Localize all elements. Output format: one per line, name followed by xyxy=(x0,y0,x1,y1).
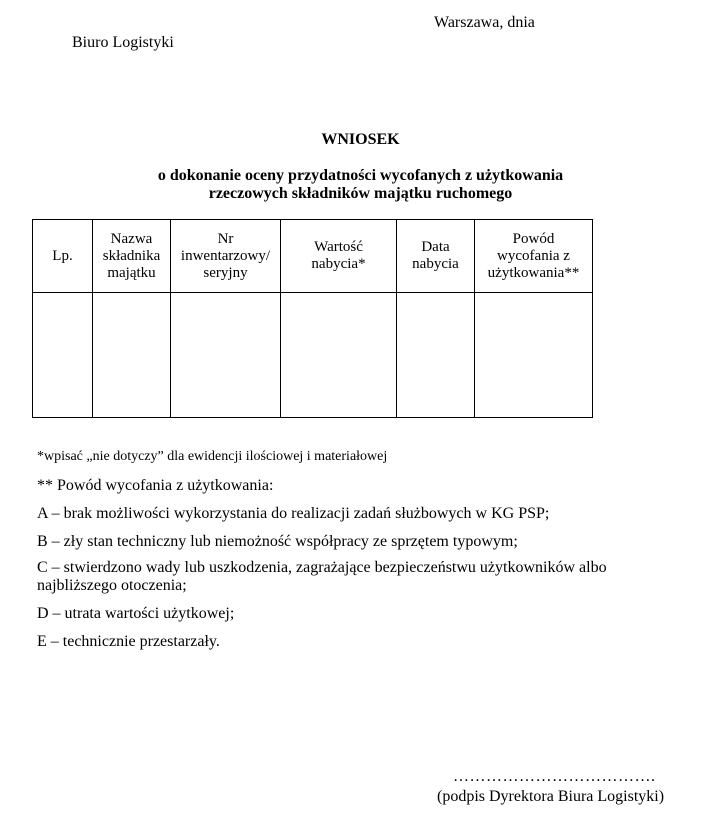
cell-withdrawal-reason[interactable] xyxy=(475,293,593,418)
signature-line: ………………………………. xyxy=(453,768,656,785)
office-name: Biuro Logistyki xyxy=(72,34,174,51)
reasons-header: ** Powód wycofania z użytkowania: xyxy=(37,477,274,494)
header-line: Powód xyxy=(512,230,555,247)
cell-purchase-value[interactable] xyxy=(281,293,397,418)
cell-purchase-date[interactable] xyxy=(397,293,475,418)
header-line: Wartość xyxy=(314,239,363,255)
place-date-field: Warszawa, dnia xyxy=(434,14,535,31)
table-header-row xyxy=(33,220,593,293)
header-line: Nr xyxy=(217,230,234,247)
reason-e: E – technicznie przestarzały. xyxy=(37,633,220,650)
cell-inventory-number[interactable] xyxy=(171,293,281,418)
reason-b: B – zły stan techniczny lub niemożność współpracy ze sprzętem typowym; xyxy=(37,533,518,550)
header-line: Data xyxy=(421,239,450,255)
cell-asset-name[interactable] xyxy=(93,293,171,418)
asset-table xyxy=(32,219,593,418)
reason-a: A – brak możliwości wykorzystania do realizacji zadań służbowych w KG PSP; xyxy=(37,505,550,522)
header-line: majątku xyxy=(107,264,156,281)
column-header-purchase-value xyxy=(281,220,397,293)
footnote: *wpisać „nie dotyczy” dla ewidencji ilościowej i materiałowej xyxy=(37,449,388,464)
reason-c xyxy=(37,559,697,595)
header-line: nabycia xyxy=(412,256,459,272)
header-line: wycofania z xyxy=(497,247,570,264)
header-line: nabycia* xyxy=(311,256,366,272)
header-line: Nazwa xyxy=(110,230,153,247)
subtitle-line-1: o dokonanie oceny przydatności wycofanych z użytkowania xyxy=(157,167,564,184)
column-header-lp xyxy=(33,220,93,293)
reason-c-line-2: najbliższego otoczenia; xyxy=(37,577,187,594)
document-title: WNIOSEK xyxy=(321,131,400,148)
subtitle-line-2: rzeczowych składników majątku ruchomego xyxy=(208,185,513,202)
column-header-purchase-date xyxy=(397,220,475,293)
column-header-inventory-number xyxy=(171,220,281,293)
header-line: seryjny xyxy=(203,264,248,281)
header-line: składnika xyxy=(102,247,161,264)
header-line: inwentarzowy/ xyxy=(180,247,271,264)
header-line: użytkowania** xyxy=(487,264,580,281)
header-line: Lp. xyxy=(52,247,73,264)
column-header-asset-name xyxy=(93,220,171,293)
reason-d: D – utrata wartości użytkowej; xyxy=(37,605,235,622)
signature-label: (podpis Dyrektora Biura Logistyki) xyxy=(437,788,665,805)
column-header-withdrawal-reason xyxy=(475,220,593,293)
document-subtitle xyxy=(0,167,721,203)
reason-c-line-1: C – stwierdzono wady lub uszkodzenia, zagrażające bezpieczeństwu użytkowników albo xyxy=(37,559,607,576)
cell-lp[interactable] xyxy=(33,293,93,418)
table-row xyxy=(33,293,593,418)
